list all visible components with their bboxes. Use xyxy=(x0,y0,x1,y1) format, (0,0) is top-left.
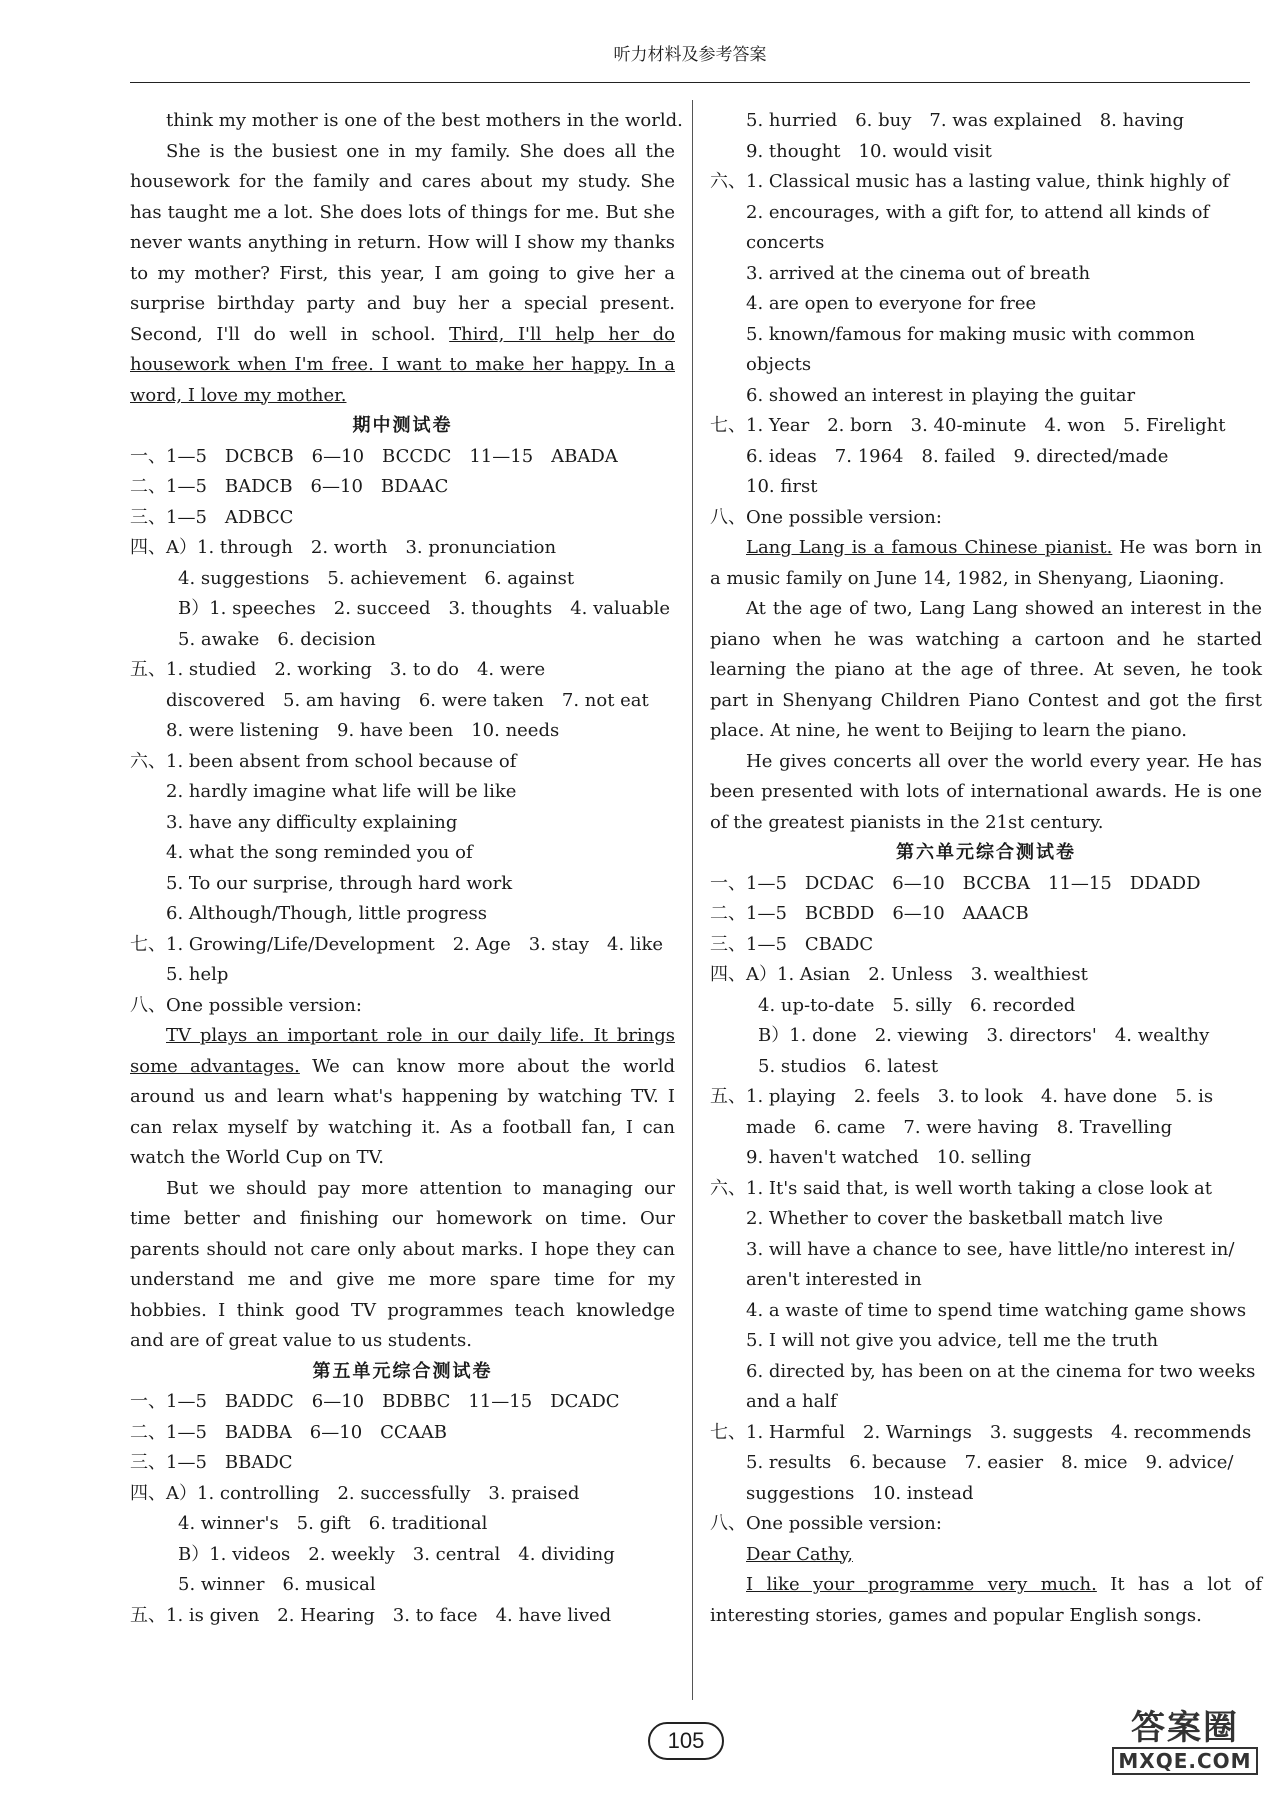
answer-line: 一、1—5 DCBCB 6—10 BCCDC 11—15 ABADA xyxy=(130,445,618,467)
underlined-text: I like your programme very much. xyxy=(746,1574,1097,1595)
answer-line: 五、1. studied 2. working 3. to do 4. were xyxy=(130,659,546,680)
underlined-text: TV plays an important role in our daily life. It brings some advantages. xyxy=(130,1025,675,1077)
answer-line: 4. suggestions 5. achievement 6. against xyxy=(178,567,575,589)
right-column xyxy=(710,106,1262,1631)
answer-line: 3. have any difficulty explaining xyxy=(166,811,458,833)
answer-line: B）1. done 2. viewing 3. directors' 4. wealthy xyxy=(758,1025,1210,1046)
answer-line: 6. directed by, has been on at the cinema for two weeks xyxy=(746,1360,1256,1382)
watermark-url: MXQE.COM xyxy=(1112,1747,1257,1775)
answer-line: 八、One possible version: xyxy=(710,506,942,528)
answer-line: 5. help xyxy=(166,964,229,985)
answer-line: 6. ideas 7. 1964 8. failed 9. directed/made xyxy=(746,445,1169,467)
answer-line: 5. studios 6. latest xyxy=(758,1055,939,1077)
answer-line: 2. Whether to cover the basketball match live xyxy=(746,1208,1164,1229)
page-number: 105 xyxy=(648,1722,724,1760)
answer-line: 七、1. Year 2. born 3. 40-minute 4. won 5. Firelight xyxy=(710,415,1226,436)
answer-line: B）1. videos 2. weekly 3. central 4. dividing xyxy=(178,1543,615,1565)
answer-line: 4. what the song reminded you of xyxy=(166,842,473,863)
answer-line: 七、1. Growing/Life/Development 2. Age 3. stay 4. like xyxy=(130,933,664,955)
answer-line: 七、1. Harmful 2. Warnings 3. suggests 4. recommends xyxy=(710,1421,1252,1443)
answer-line: 6. Although/Though, little progress xyxy=(166,903,488,924)
answer-line: 5. awake 6. decision xyxy=(178,628,376,650)
answer-line: 四、A）1. through 2. worth 3. pronunciation xyxy=(130,537,557,558)
answer-line: made 6. came 7. were having 8. Travelling xyxy=(746,1116,1173,1138)
section-title: 第五单元综合测试卷 xyxy=(312,1360,493,1382)
answer-line: objects xyxy=(746,354,812,375)
answer-line: 八、One possible version: xyxy=(130,994,362,1016)
answer-line: 一、1—5 BADDC 6—10 BDBBC 11—15 DCADC xyxy=(130,1391,620,1412)
page-header: 听力材料及参考答案 xyxy=(613,45,767,65)
answer-line: 4. a waste of time to spend time watching game shows xyxy=(746,1299,1247,1321)
answer-line: 三、1—5 CBADC xyxy=(710,933,874,955)
answer-line: 五、1. playing 2. feels 3. to look 4. have done 5. is xyxy=(710,1086,1214,1107)
essay-paragraph: Lang Lang is a famous Chinese pianist. He was born in a music family on June 14, 1982, in Shenyang, Liaoning. xyxy=(710,537,1262,589)
answer-line: 5. winner 6. musical xyxy=(178,1574,376,1595)
answer-line: 5. I will not give you advice, tell me the truth xyxy=(746,1330,1159,1351)
header-rule xyxy=(130,82,1250,83)
essay-paragraph: But we should pay more attention to managing our time better and finishing our homework on time. Our parents should not care only about marks. I hope they can understand me and give me more spare time for my hobbies. I think good TV programmes teach knowledge and are of great value to us students. xyxy=(130,1177,675,1351)
essay-paragraph: I like your programme very much. It has a lot of interesting stories, games and popular English songs. xyxy=(710,1574,1262,1626)
answer-line: 2. hardly imagine what life will be like xyxy=(166,781,517,802)
column-divider xyxy=(692,100,693,1700)
watermark-text: 答案圈 xyxy=(1131,1708,1239,1748)
answer-line: 四、A）1. controlling 2. successfully 3. praised xyxy=(130,1482,580,1504)
essay-paragraph: TV plays an important role in our daily life. It brings some advantages. We can know more about the world around us and learn what's happening by watching TV. I can relax myself by watching it. As a football fan, I can watch the World Cup on TV. xyxy=(130,1025,675,1168)
answer-line: 8. were listening 9. have been 10. needs xyxy=(166,720,560,741)
answer-line: 六、1. It's said that, is well worth taking a close look at xyxy=(710,1177,1212,1199)
answer-line: 八、One possible version: xyxy=(710,1513,942,1534)
answer-line: 4. up-to-date 5. silly 6. recorded xyxy=(758,994,1076,1016)
answer-line: 2. encourages, with a gift for, to attend all kinds of xyxy=(746,201,1210,223)
answer-line: 5. results 6. because 7. easier 8. mice 9. advice/ xyxy=(746,1452,1234,1473)
answer-line: 五、1. is given 2. Hearing 3. to face 4. have lived xyxy=(130,1604,612,1626)
answer-line: 9. haven't watched 10. selling xyxy=(746,1147,1032,1168)
essay-paragraph: He gives concerts all over the world every year. He has been presented with lots of international awards. He is one of the greatest pianists in the 21st century. xyxy=(710,750,1262,833)
answer-line: 5. known/famous for making music with common xyxy=(746,323,1195,345)
watermark-logo xyxy=(1100,1700,1270,1790)
answer-line: suggestions 10. instead xyxy=(746,1482,974,1504)
answer-line: 3. arrived at the cinema out of breath xyxy=(746,262,1091,284)
answer-line: 一、1—5 DCDAC 6—10 BCCBA 11—15 DDADD xyxy=(710,872,1201,894)
essay-paragraph: She is the busiest one in my family. She does all the housework for the family and cares about my study. She has taught me a lot. She does lots of things for me. But she never wants anything in return. How will I show my thanks to my mother? First, this year, I am going to give her a surprise birthday party and buy her a special present. Second, I'll do well in school. Third, I'll help her do housework when I'm free. I want to make her happy. In a word, I love my mother. xyxy=(130,140,675,406)
answer-line: 六、1. been absent from school because of xyxy=(130,750,517,772)
answer-line: 9. thought 10. would visit xyxy=(746,140,992,162)
answer-line: 六、1. Classical music has a lasting value, think highly of xyxy=(710,171,1230,192)
answer-line: 4. are open to everyone for free xyxy=(746,293,1037,314)
answer-line: 4. winner's 5. gift 6. traditional xyxy=(178,1513,488,1534)
answer-line: concerts xyxy=(746,232,825,253)
answer-line: aren't interested in xyxy=(746,1269,922,1290)
underlined-text: Lang Lang is a famous Chinese pianist. xyxy=(746,537,1113,558)
answer-line: 四、A）1. Asian 2. Unless 3. wealthiest xyxy=(710,964,1088,985)
answer-line: 3. will have a chance to see, have little/no interest in/ xyxy=(746,1238,1235,1260)
answer-line: 二、1—5 BADCB 6—10 BDAAC xyxy=(130,476,449,497)
answer-line: and a half xyxy=(746,1391,837,1412)
answer-line: 三、1—5 ADBCC xyxy=(130,506,294,528)
answer-line: 5. To our surprise, through hard work xyxy=(166,872,513,894)
section-title: 期中测试卷 xyxy=(352,415,453,436)
answer-line: 6. showed an interest in playing the guitar xyxy=(746,384,1136,406)
underlined-text: Third, I'll help her do housework when I'm free. I want to make her happy. In a word, I love my mother. xyxy=(130,323,675,406)
answer-line: 10. first xyxy=(746,476,818,497)
letter-greeting: Dear Cathy, xyxy=(746,1543,853,1565)
answer-line: 二、1—5 BADBA 6—10 CCAAB xyxy=(130,1421,447,1443)
answer-line: discovered 5. am having 6. were taken 7. not eat xyxy=(166,689,649,711)
answer-line: B）1. speeches 2. succeed 3. thoughts 4. valuable xyxy=(178,598,671,619)
left-column xyxy=(130,106,683,1631)
answer-line: 三、1—5 BBADC xyxy=(130,1452,293,1473)
text-line: think my mother is one of the best mothers in the world. xyxy=(166,110,683,131)
answer-line: 5. hurried 6. buy 7. was explained 8. having xyxy=(746,110,1184,131)
essay-paragraph: At the age of two, Lang Lang showed an interest in the piano when he was watching a cartoon and he started learning the piano at the age of three. At seven, he took part in Shenyang Children Piano Contest and got the first place. At nine, he went to Beijing to learn the piano. xyxy=(710,598,1262,741)
answer-line: 二、1—5 BCBDD 6—10 AAACB xyxy=(710,903,1029,924)
section-title: 第六单元综合测试卷 xyxy=(896,842,1076,863)
